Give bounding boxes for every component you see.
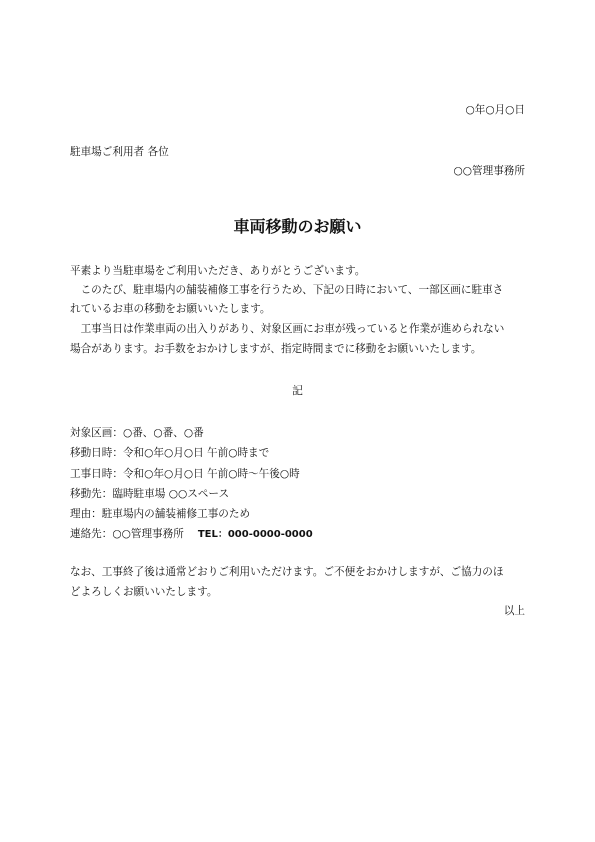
paragraph-1-line-1: このたび、駐車場内の舗装補修工事を行うため、下記の日時において、一部区画に駐車さ <box>80 284 504 296</box>
details-list <box>70 423 525 546</box>
detail-destination: 移動先：臨時駐車場 ○○スペース <box>70 487 230 500</box>
document-title: 車両移動のお願い <box>233 217 362 236</box>
greeting-line: 平素より当駐車場をご利用いただき、ありがとうございます。 <box>70 265 366 277</box>
contact-office: 連絡先：○○管理事務所 <box>70 528 184 541</box>
paragraph-2-line-2: 場合があります。お手数をおかけしますが、指定時間までに移動をお願いいたします。 <box>70 343 482 355</box>
paragraph-1-line-2: れているお車の移動をお願いいたします。 <box>70 303 271 315</box>
contact-tel: TEL：000-0000-0000 <box>197 529 313 541</box>
document-date: ○年○月○日 <box>465 104 525 116</box>
detail-target-area: 対象区画：○番、○番、○番 <box>70 427 204 439</box>
recipient-line: 駐車場ご利用者 各位 <box>70 146 169 158</box>
detail-reason: 理由：駐車場内の舗装補修工事のため <box>70 508 251 521</box>
sender-name: ○○管理事務所 <box>453 165 525 177</box>
detail-move-datetime: 移動日時：令和○年○月○日 午前○時まで <box>70 447 270 460</box>
detail-contact <box>70 524 525 545</box>
paragraph-2-line-1: 工事当日は作業車両の出入りがあり、対象区画にお車が残っていると作業が進められない <box>80 323 505 335</box>
closing-line-1: なお、工事終了後は通常どおりご利用いただけます。ご不便をおかけしますが、ご協力のほ <box>70 566 504 578</box>
closing-line-2: どよろしくお願いいたします。 <box>70 586 218 598</box>
ki-heading: 記 <box>292 385 303 397</box>
detail-work-datetime: 工事日時：令和○年○月○日 午前○時～午後○時 <box>70 467 300 480</box>
ijou-mark: 以上 <box>503 605 525 617</box>
